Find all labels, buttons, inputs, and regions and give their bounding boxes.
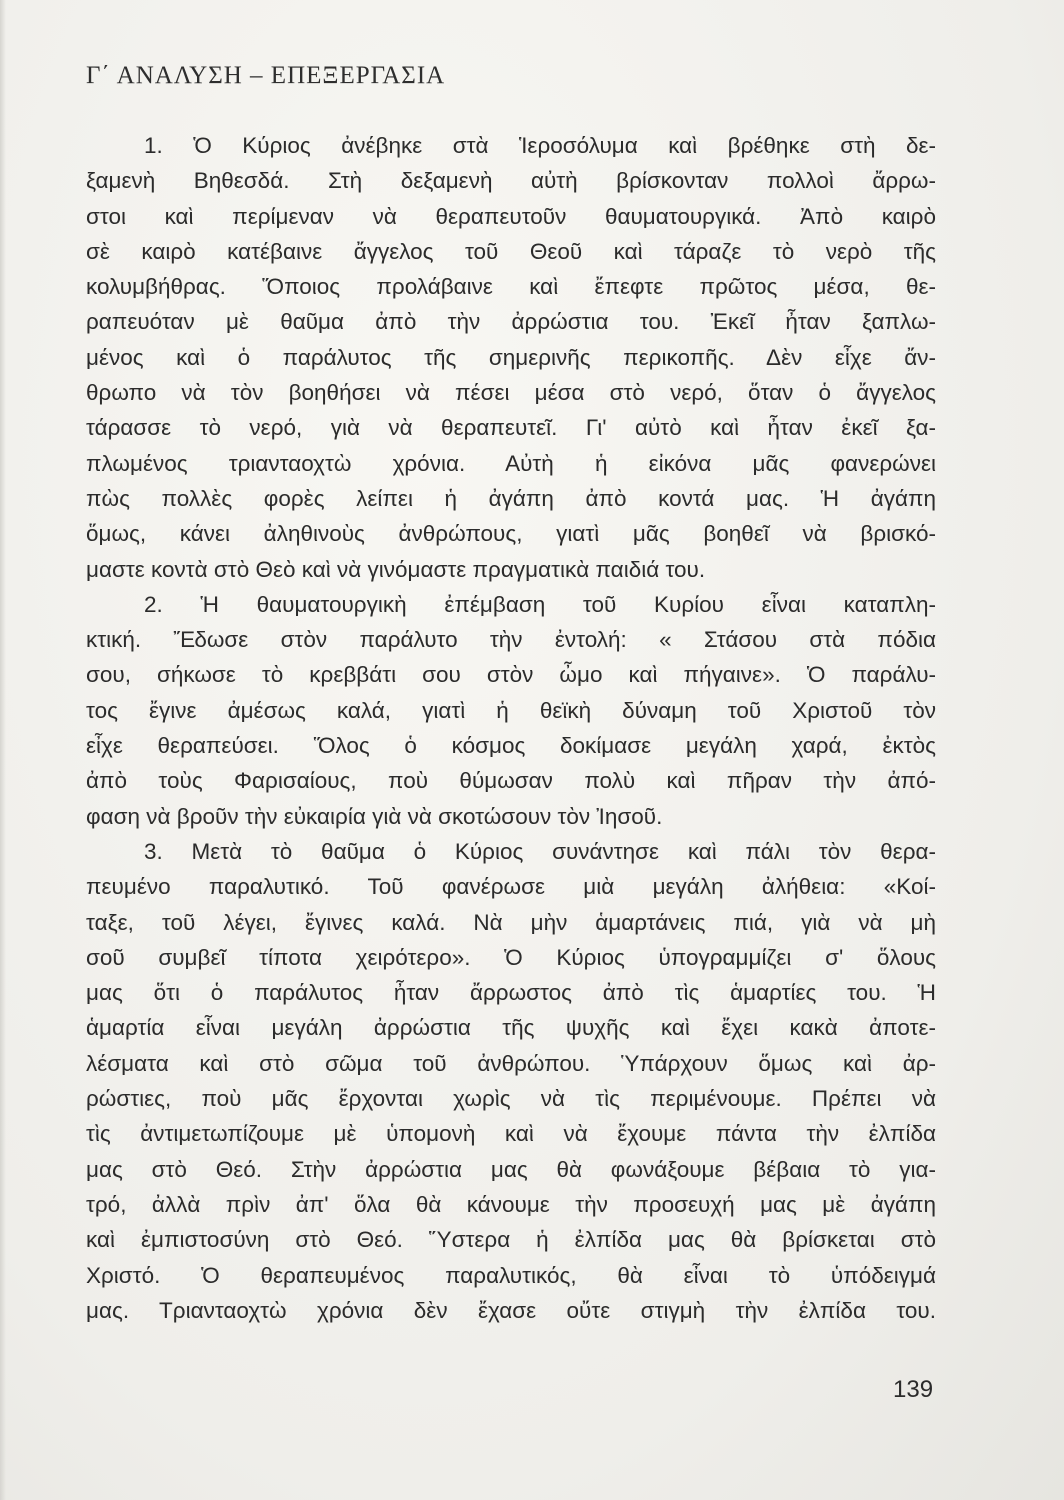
- text-line: σοῦ συμβεῖ τίποτα χειρότερο». Ὁ Κύριος ὑπογραμμίζει σ' ὅλους: [86, 944, 936, 970]
- text-line: σὲ καιρὸ κατέβαινε ἄγγελος τοῦ Θεοῦ καὶ τάραζε τὸ νερὸ τῆς: [86, 238, 936, 264]
- text-line: μαστε κοντὰ στὸ Θεὸ καὶ νὰ γινόμαστε πραγματικὰ παιδιά του.: [86, 556, 706, 582]
- text-line: ἀπὸ τοὺς Φαρισαίους, ποὺ θύμωσαν πολὺ καὶ πῆραν τὴν ἀπό-: [86, 768, 936, 794]
- text-line: ρώστιες, ποὺ μᾶς ἔρχονται χωρὶς νὰ τὶς περιμένουμε. Πρέπει νὰ: [86, 1086, 936, 1112]
- text-line: ὅμως, κάνει ἀληθινοὺς ἀνθρώπους, γιατὶ μᾶς βοηθεῖ νὰ βρισκό-: [86, 521, 936, 547]
- text-line: 3. Μετὰ τὸ θαῦμα ὁ Κύριος συνάντησε καὶ πάλι τὸν θερα-: [144, 838, 936, 864]
- text-line: τὶς ἀντιμετωπίζουμε μὲ ὑπομονὴ καὶ νὰ ἔχουμε πάντα τὴν ἐλπίδα: [86, 1121, 936, 1147]
- text-line: φαση νὰ βροῦν τὴν εὐκαιρία γιὰ νὰ σκοτώσουν τὸν Ἰησοῦ.: [86, 803, 663, 829]
- text-line: μας. Τριανταοχτὼ χρόνια δὲν ἔχασε οὔτε στιγμὴ τὴν ἐλπίδα του.: [86, 1297, 936, 1323]
- body-text: [86, 128, 936, 1328]
- text-line: ραπευόταν μὲ θαῦμα ἀπὸ τὴν ἀρρώστια του. Ἐκεῖ ἦταν ξαπλω-: [86, 309, 936, 335]
- text-line: πὼς πολλὲς φορὲς λείπει ἡ ἀγάπη ἀπὸ κοντά μας. Ἡ ἀγάπη: [86, 485, 936, 511]
- text-line: 1. Ὁ Κύριος ἀνέβηκε στὰ Ἱεροσόλυμα καὶ βρέθηκε στὴ δε-: [144, 133, 936, 158]
- page-spine-shadow: [0, 0, 6, 1500]
- text-line: λέσματα καὶ στὸ σῶμα τοῦ ἀνθρώπου. Ὑπάρχουν ὅμως καὶ ἀρ-: [86, 1050, 936, 1076]
- text-line: εἶχε θεραπεύσει. Ὅλος ὁ κόσμος δοκίμασε μεγάλη χαρά, ἐκτὸς: [86, 733, 936, 759]
- text-line: τρό, ἀλλὰ πρὶν ἀπ' ὅλα θὰ κάνουμε τὴν προσευχή μας μὲ ἀγάπη: [86, 1191, 936, 1217]
- text-line: στοι καὶ περίμεναν νὰ θεραπευτοῦν θαυματουργικά. Ἀπὸ καιρὸ: [86, 203, 936, 229]
- text-line: πευμένο παραλυτικό. Τοῦ φανέρωσε μιὰ μεγάλη ἀλήθεια: «Κοί-: [86, 874, 936, 900]
- text-line: Χριστό. Ὁ θεραπευμένος παραλυτικός, θὰ εἶναι τὸ ὑπόδειγμά: [86, 1262, 936, 1288]
- section-heading: Γ΄ ΑΝΑΛΥΣΗ – ΕΠΕΞΕΡΓΑΣΙΑ: [86, 62, 446, 89]
- text-line: θρωπο νὰ τὸν βοηθήσει νὰ πέσει μέσα στὸ νερό, ὅταν ὁ ἄγγελος: [86, 380, 936, 406]
- text-line: μένος καὶ ὁ παράλυτος τῆς σημερινῆς περικοπῆς. Δὲν εἶχε ἄν-: [86, 344, 936, 370]
- text-line: πλωμένος τριανταοχτὼ χρόνια. Αὐτὴ ἡ εἰκόνα μᾶς φανερώνει: [86, 450, 936, 476]
- text-line: μας στὸ Θεό. Στὴν ἀρρώστια μας θὰ φωνάξουμε βέβαια τὸ για-: [86, 1156, 936, 1182]
- page-number: 139: [893, 1376, 934, 1403]
- text-line: σου, σήκωσε τὸ κρεββάτι σου στὸν ὦμο καὶ πήγαινε». Ὁ παράλυ-: [86, 662, 936, 688]
- text-line: μας ὅτι ὁ παράλυτος ἦταν ἄρρωστος ἀπὸ τὶς ἁμαρτίες του. Ἡ: [86, 980, 936, 1006]
- text-line: τάρασσε τὸ νερό, γιὰ νὰ θεραπευτεῖ. Γι' αὐτὸ καὶ ἦταν ἐκεῖ ξα-: [86, 415, 936, 441]
- text-line: τος ἔγινε ἀμέσως καλά, γιατὶ ἡ θεϊκὴ δύναμη τοῦ Χριστοῦ τὸν: [86, 697, 936, 723]
- text-line: ταξε, τοῦ λέγει, ἔγινες καλά. Νὰ μὴν ἁμαρτάνεις πιά, γιὰ νὰ μὴ: [86, 909, 936, 935]
- text-line: καὶ ἐμπιστοσύνη στὸ Θεό. Ὕστερα ἡ ἐλπίδα μας θὰ βρίσκεται στὸ: [86, 1227, 936, 1253]
- text-line: κολυμβήθρας. Ὅποιος προλάβαινε καὶ ἔπεφτε πρῶτος μέσα, θε-: [86, 274, 936, 300]
- text-line: ξαμενὴ Βηθεσδά. Στὴ δεξαμενὴ αὐτὴ βρίσκονταν πολλοὶ ἄρρω-: [86, 168, 936, 194]
- text-line: ἁμαρτία εἶναι μεγάλη ἀρρώστια τῆς ψυχῆς καὶ ἔχει κακὰ ἀποτε-: [86, 1015, 936, 1041]
- text-line: 2. Ἡ θαυματουργικὴ ἐπέμβαση τοῦ Κυρίου εἶναι καταπλη-: [144, 591, 936, 617]
- text-line: κτική. Ἔδωσε στὸν παράλυτο τὴν ἐντολή: « Στάσου στὰ πόδια: [86, 627, 936, 653]
